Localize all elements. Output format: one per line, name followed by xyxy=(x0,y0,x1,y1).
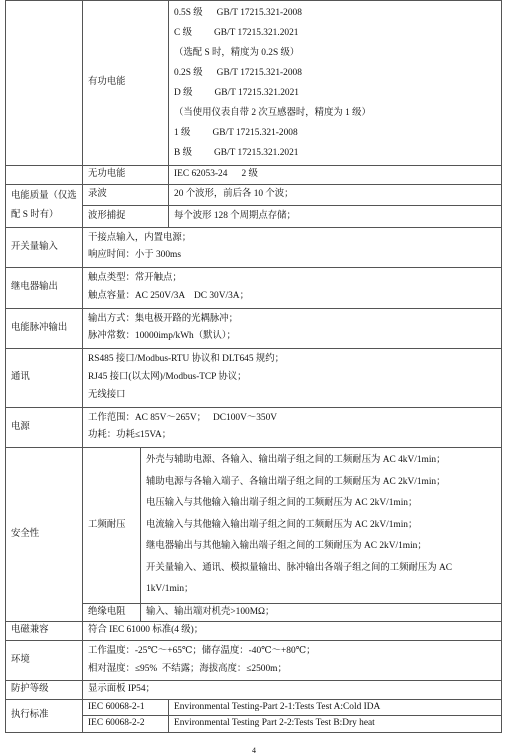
label-standards: 执行标准 xyxy=(6,699,83,732)
row-standards-1 xyxy=(6,699,502,716)
label-pulse-output: 电能脉冲输出 xyxy=(6,308,83,349)
value-emc: 符合 IEC 61000 标准(4 级)； xyxy=(83,622,502,641)
row-switch-input xyxy=(6,227,502,268)
row-active-energy xyxy=(6,1,502,166)
row-protection xyxy=(6,681,502,700)
standard-desc: Environmental Testing-Part 2-1:Tests Test A:Cold IDA xyxy=(169,699,502,716)
label-waveform-capture: 波形捕捉 xyxy=(83,206,169,228)
standard-code: IEC 60068-2-2 xyxy=(83,716,169,733)
value-relay-output: 触点类型：常开触点； 触点容量：AC 250V/3A DC 30V/3A； xyxy=(83,268,502,309)
value-protection: 显示面板 IP54； xyxy=(83,681,502,700)
label-recording: 录波 xyxy=(83,184,169,206)
value-power-supply: 工作范围：AC 85V～265V； DC100V～350V 功耗：功耗≤15VA； xyxy=(83,407,502,448)
label-emc: 电磁兼容 xyxy=(6,622,83,641)
row-environment xyxy=(6,640,502,681)
value-recording: 20 个波形，前后各 10 个波； xyxy=(169,184,502,206)
value-waveform-capture: 每个波形 128 个周期点存储； xyxy=(169,206,502,228)
label-safety: 安全性 xyxy=(6,448,83,622)
cell-blank xyxy=(6,1,83,166)
row-safety-withstand xyxy=(6,448,502,604)
label-withstand-voltage: 工频耐压 xyxy=(83,448,141,604)
row-emc xyxy=(6,622,502,641)
spec-table xyxy=(5,0,502,733)
value-switch-input: 干接点输入，内置电源； 响应时间：小于 300ms xyxy=(83,227,502,268)
row-power-supply xyxy=(6,407,502,448)
label-environment: 环境 xyxy=(6,640,83,681)
standard-desc: Environmental Testing Part 2-2:Tests Test B:Dry heat xyxy=(169,716,502,733)
label-communication: 通讯 xyxy=(6,349,83,407)
row-pulse-output xyxy=(6,308,502,349)
row-power-quality-1 xyxy=(6,184,502,206)
label-insulation: 绝缘电阻 xyxy=(83,603,141,622)
value-communication: RS485 接口/Modbus-RTU 协议和 DLT645 规约； RJ45 接口(以太网)/Modbus-TCP 协议； 无线接口 xyxy=(83,349,502,407)
row-communication xyxy=(6,349,502,407)
label-switch-input: 开关量输入 xyxy=(6,227,83,268)
label-power-quality: 电能质量（仅选配 S 时有） xyxy=(6,184,83,227)
label-power-supply: 电源 xyxy=(6,407,83,448)
value-insulation: 输入、输出端对机壳>100MΩ； xyxy=(141,603,502,622)
page-number: 4 xyxy=(252,746,256,755)
value-pulse-output: 输出方式：集电极开路的光耦脉冲； 脉冲常数：10000imp/kWh（默认）； xyxy=(83,308,502,349)
label-relay-output: 继电器输出 xyxy=(6,268,83,309)
cell-blank xyxy=(6,166,83,185)
label-reactive-energy: 无功电能 xyxy=(83,166,169,185)
active-energy-values: 0.5S 级 GB/T 17215.321-2008 C 级 GB/T 17215.321.2021 （选配 S 时，精度为 0.2S 级） 0.2S 级 GB/T 17215.321-2008 D 级 GB/T 17215.321.2021 （当使用仪表自带 2 次互感器时，精度为 1 级） 1 级 GB/T 17215.321-2008 B 级 GB/T 17215.321.2021 xyxy=(169,1,502,166)
value-reactive-energy: IEC 62053-24 2 级 xyxy=(169,166,502,185)
row-reactive-energy xyxy=(6,166,502,185)
label-protection: 防护等级 xyxy=(6,681,83,700)
value-withstand-voltage: 外壳与辅助电源、各输入、输出端子组之间的工频耐压为 AC 4kV/1min； 辅助电源与各输入端子、各输出端子组之间的工频耐压为 AC 2kV/1min； 电压输入与其他输入输出端子组之间的工频耐压为 AC 2kV/1min； 电流输入与其他输入输出端子组之间的工频耐压为 AC 2kV/1min； 继电器输出与其他输入输出端子组之间的工频耐压为 AC 2kV/1min； 开关量输入、通讯、模拟量输出、脉冲输出各端子组之间的工频耐压为 AC 1kV/1min； xyxy=(141,448,502,604)
label-active-energy: 有功电能 xyxy=(83,1,169,166)
row-relay-output xyxy=(6,268,502,309)
standard-code: IEC 60068-2-1 xyxy=(83,699,169,716)
value-environment: 工作温度：-25℃～+65℃；储存温度：-40℃～+80℃； 相对湿度：≤95% 不结露；海拔高度：≤2500m； xyxy=(83,640,502,681)
